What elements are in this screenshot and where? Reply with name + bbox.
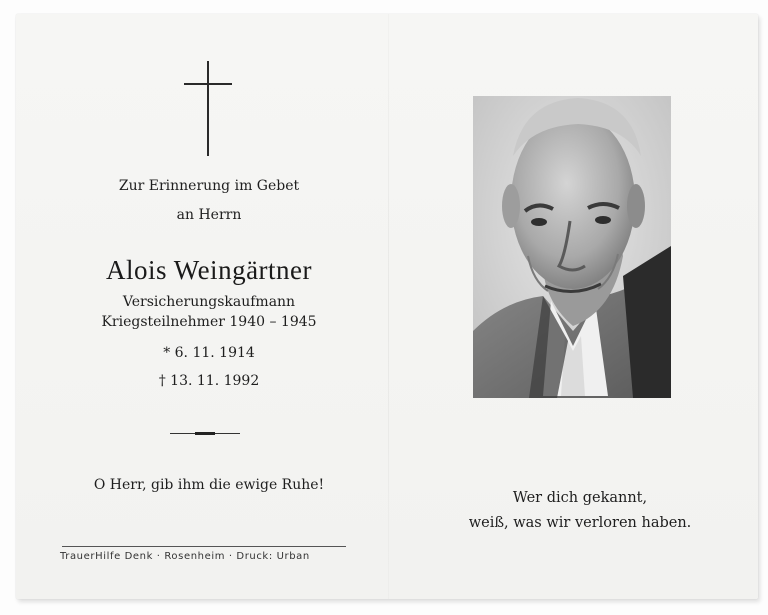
service-years: Kriegsteilnehmer 1940 – 1945 — [101, 314, 317, 330]
verse-line-1: Wer dich gekannt, — [512, 490, 648, 506]
printer-credit: TrauerHilfe Denk · Rosenheim · Druck: Urban — [60, 551, 310, 562]
intro-line-1: Zur Erinnerung im Gebet — [118, 178, 300, 194]
deceased-name: Alois Weingärtner — [105, 255, 313, 285]
portrait-photo — [473, 96, 671, 398]
death-date: † 13. 11. 1992 — [158, 373, 260, 389]
card-fold — [388, 14, 389, 599]
verse-line-2: weiß, was wir verloren haben. — [468, 515, 692, 531]
occupation: Versicherungskaufmann — [122, 294, 296, 310]
footer-rule — [62, 546, 346, 547]
intro-line-2: an Herrn — [176, 207, 242, 223]
ornament-divider-center — [195, 432, 215, 435]
prayer-text: O Herr, gib ihm die ewige Ruhe! — [93, 477, 325, 493]
cross-icon-bar — [184, 83, 232, 85]
birth-date: * 6. 11. 1914 — [163, 345, 255, 361]
cross-icon — [207, 61, 209, 156]
